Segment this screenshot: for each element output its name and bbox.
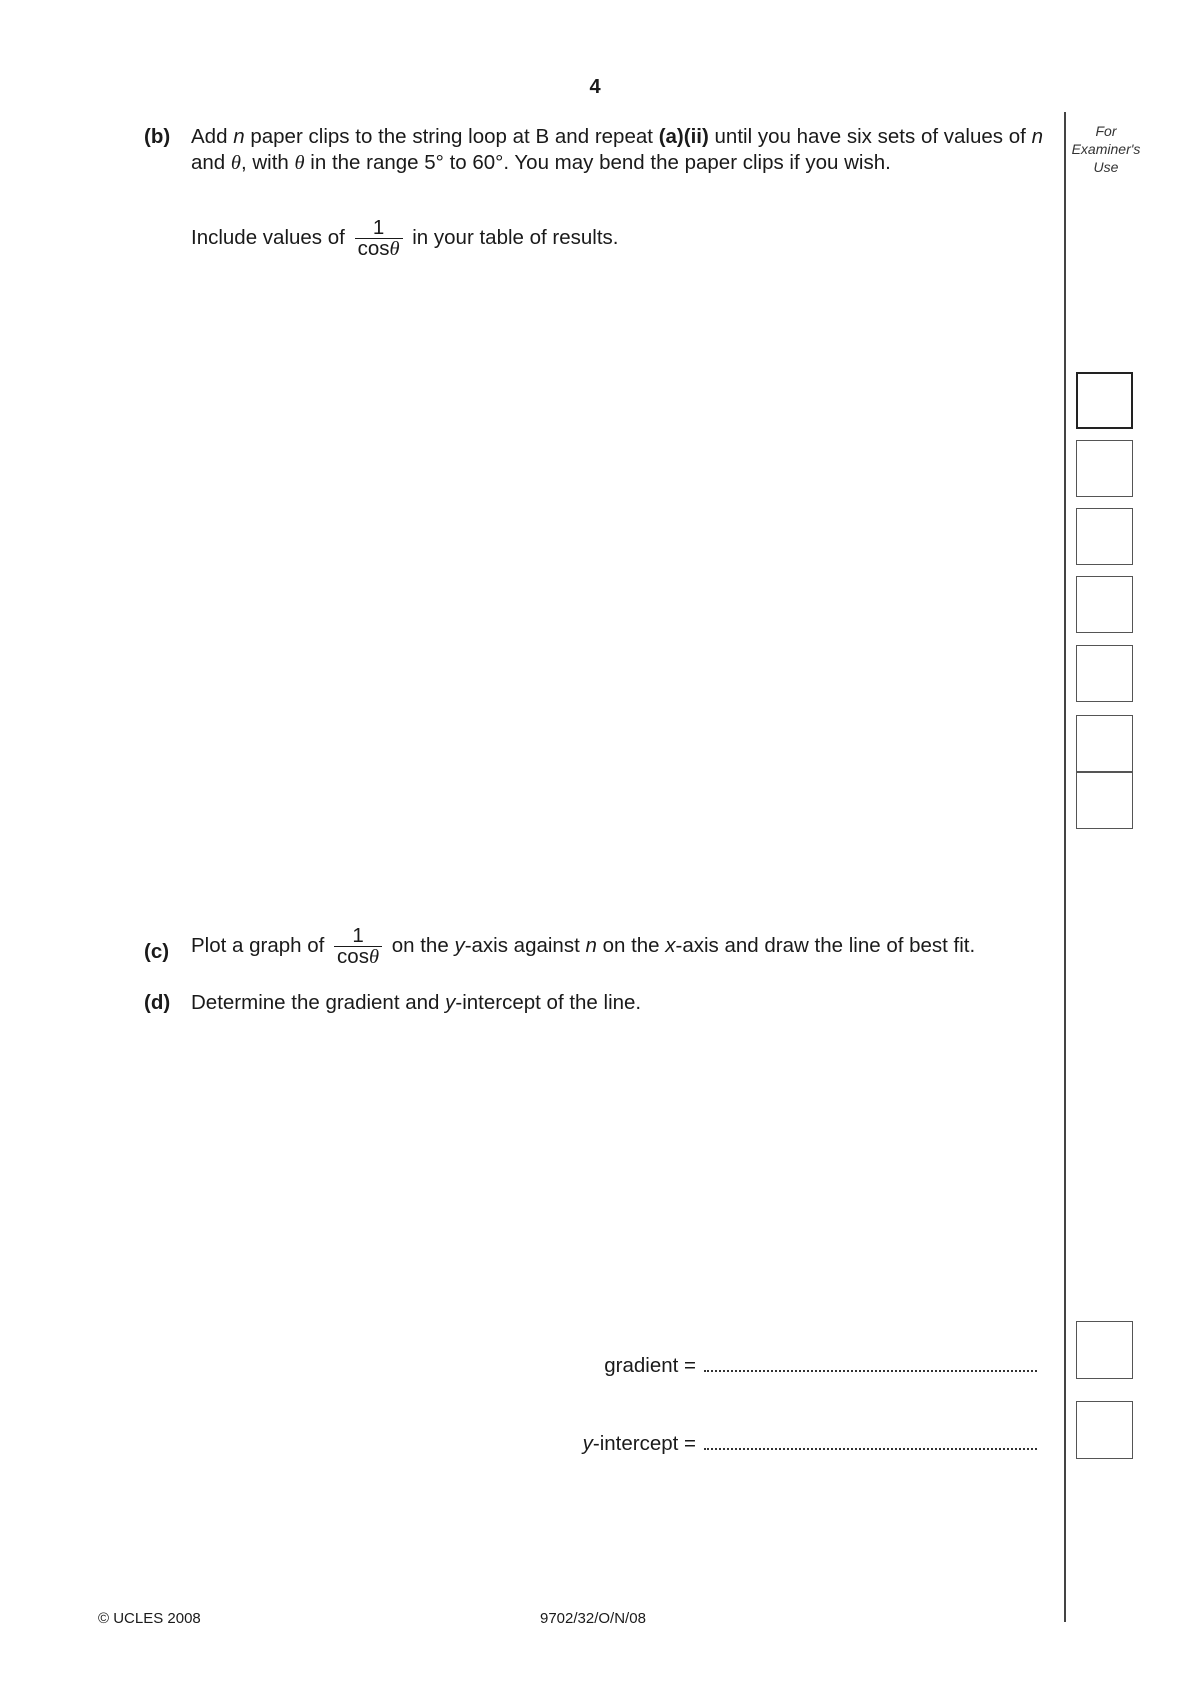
- question-b-text: Add n paper clips to the string loop at B and repeat (a)(ii) until you have six sets of values of n and θ, with θ in the range 5° to 60°. You may bend the paper clips if you wish.: [191, 125, 1043, 174]
- mark-box[interactable]: [1076, 715, 1133, 772]
- mark-box[interactable]: [1076, 440, 1133, 497]
- mark-box[interactable]: [1076, 772, 1133, 829]
- gradient-answer-line[interactable]: gradient =: [604, 1354, 1037, 1378]
- question-label-c: (c): [144, 940, 170, 963]
- examiner-margin-rule: [1064, 112, 1066, 1622]
- gradient-answer-field[interactable]: [704, 1354, 1037, 1372]
- fraction-one-over-cos-theta: $\frac{1}{\cos\theta}$: [355, 218, 403, 259]
- question-d-text: Determine the gradient and y-intercept of the line.: [191, 991, 642, 1014]
- footer-copyright: © UCLES 2008: [98, 1610, 201, 1627]
- footer-paper-code: 9702/32/O/N/08: [540, 1610, 646, 1627]
- mark-box[interactable]: [1076, 508, 1133, 565]
- intercept-answer-field[interactable]: [704, 1432, 1037, 1450]
- question-label-d: (d): [144, 991, 171, 1014]
- mark-box[interactable]: [1076, 372, 1133, 429]
- mark-box[interactable]: [1076, 576, 1133, 633]
- question-b-instruction: Include values of $\frac{1}{\cos\theta}$ in your table of results.: [191, 216, 619, 260]
- question-label-b: (b): [144, 125, 171, 148]
- page-number: 4: [589, 76, 601, 98]
- mark-box-gradient[interactable]: [1076, 1321, 1133, 1379]
- mark-box-intercept[interactable]: [1076, 1401, 1133, 1459]
- intercept-answer-line[interactable]: y-intercept =: [583, 1432, 1037, 1456]
- question-c-text: Plot a graph of $\frac{1}{\cos\theta}$ on the y-axis against n on the x-axis and draw the line of best fit.: [191, 924, 976, 968]
- examiner-use-label: For Examiner's Use: [1071, 123, 1141, 175]
- mark-box[interactable]: [1076, 645, 1133, 702]
- fraction-one-over-cos-theta: $\frac{1}{\cos\theta}$: [334, 926, 382, 967]
